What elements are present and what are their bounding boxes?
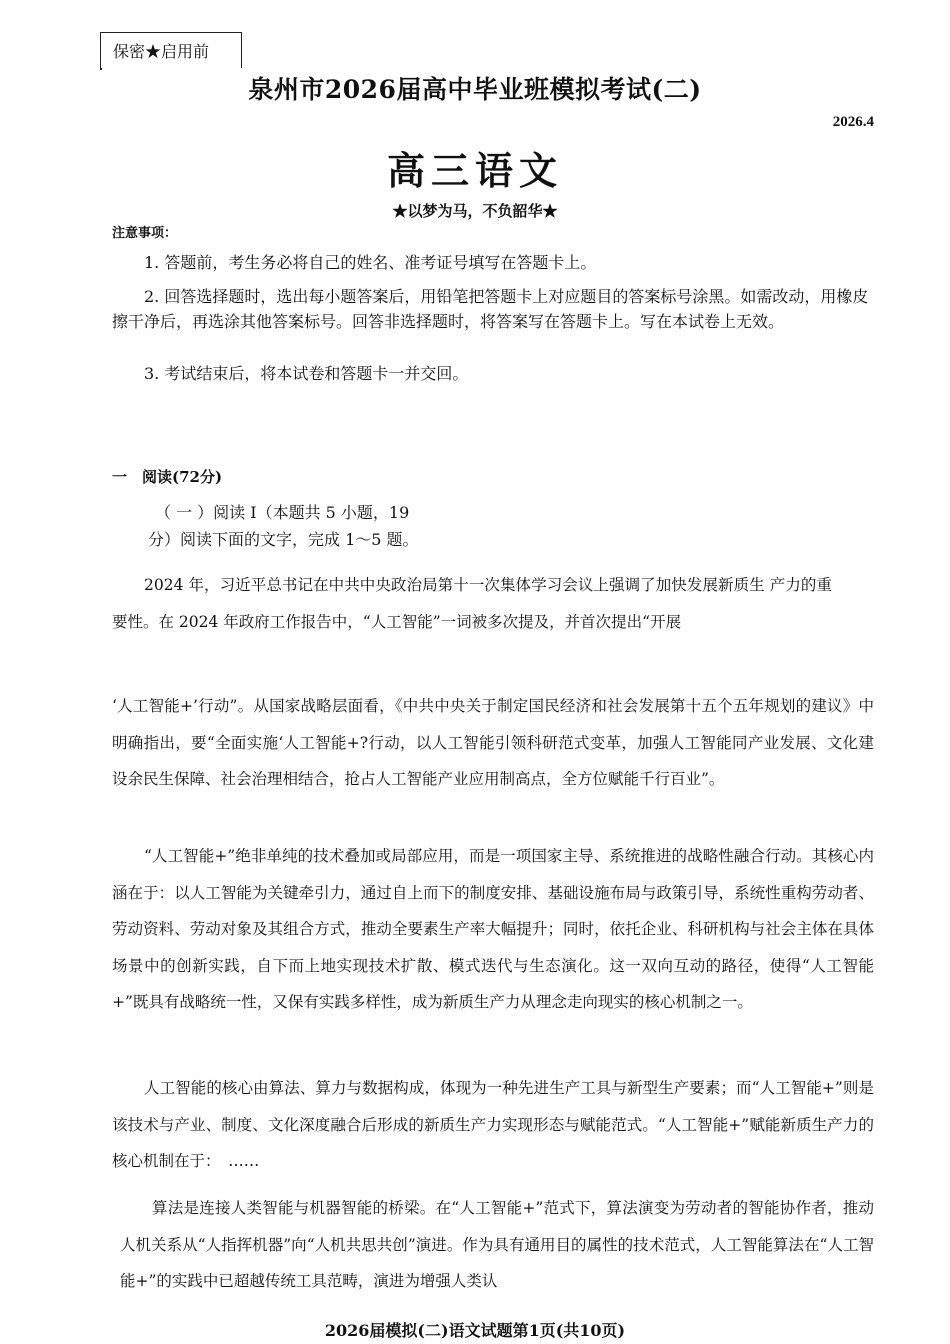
notice-item-1: 1. 答题前，考生务必将自己的姓名、准考证号填写在答题卡上。 — [144, 253, 597, 272]
notice-item-3: 3. 考试结束后，将本试卷和答题卡一并交回。 — [144, 364, 469, 383]
page-footer: 2026届模拟(二)语文试题第1页(共10页) — [324, 1321, 626, 1340]
section-heading: 一 阅读(72分) — [112, 468, 223, 486]
notice-item-2: 2. 回答选择题时，选出每小题答案后，用铅笔把答题卡上对应题目的答案标号涂黑。如需改动，用橡皮擦干净后，再选涂其他答案标号。回答非选择题时，将答案写在答题卡上。写在本试卷上无效。 — [112, 287, 869, 331]
confidential-tag: 保密★启用前 — [100, 32, 242, 68]
subsection-line-2: 分）阅读下面的文字，完成 1～5 题。 — [148, 530, 419, 549]
subsection-line-1: （ 一 ）阅读 I（本题共 5 小题，19 — [155, 503, 410, 522]
passage-paragraph-3: “人工智能+”绝非单纯的技术叠加或局部应用，而是一项国家主导、系统推进的战略性融合行动。其核心内涵在于：以人工智能为关键牵引力，通过自上而下的制度安排、基础设施布局与政策引导，系统性重构劳动者、劳动资料、劳动对象及其组合方式，推动全要素生产率大幅提升；同时，依托企业、科研机构与社会主体在具体场景中的创新实践，自下而上地实现技术扩散、模式迭代与生态演化。这一双向互动的路径，使得“人工智能+”既具有战略统一性，又保有实践多样性，成为新质生产力从理念走向现实的核心机制之一。 — [112, 847, 874, 1011]
passage-paragraph-1: 2024 年，习近平总书记在中共中央政治局第十一次集体学习会议上强调了加快发展新质生 产力的重要性。在 2024 年政府工作报告中，“人工智能”一词被多次提及，并首次提出“开展 — [112, 576, 832, 631]
exam-date: 2026.4 — [832, 114, 874, 130]
motto: ★以梦为马，不负韶华★ — [392, 202, 558, 220]
subject-title: 高三语文 — [386, 148, 563, 193]
exam-title: 泉州市2026届高中毕业班模拟考试(二) — [248, 75, 702, 104]
passage-paragraph-4: 人工智能的核心由算法、算力与数据构成，体现为一种先进生产工具与新型生产要素；而“人工智能+”则是该技术与产业、制度、文化深度融合后形成的新质生产力实现形态与赋能范式。“人工智能+”赋能新质生产力的核心机制在于： …… — [112, 1079, 874, 1170]
passage-paragraph-5: 算法是连接人类智能与机器智能的桥梁。在“人工智能+”范式下，算法演变为劳动者的智能协作者，推动人机关系从“人指挥机器”向“人机共思共创”演进。作为具有通用目的属性的技术范式，人工智能算法在“人工智能+”的实践中已超越传统工具范畴，演进为增强人类认 — [120, 1199, 874, 1290]
passage-paragraph-2: ‘人工智能+’行动”。从国家战略层面看，《中共中央关于制定国民经济和社会发展第十五个五年规划的建议》中明确指出，要“全面实施‘人工智能+?行动，以人工智能引领科研范式变革，加强人工智能同产业发展、文化建设余民生保障、社会治理相结合，抢占人工智能产业应用制高点，全方位赋能千行百业”。 — [112, 697, 874, 788]
notice-heading: 注意事项： — [112, 226, 178, 241]
